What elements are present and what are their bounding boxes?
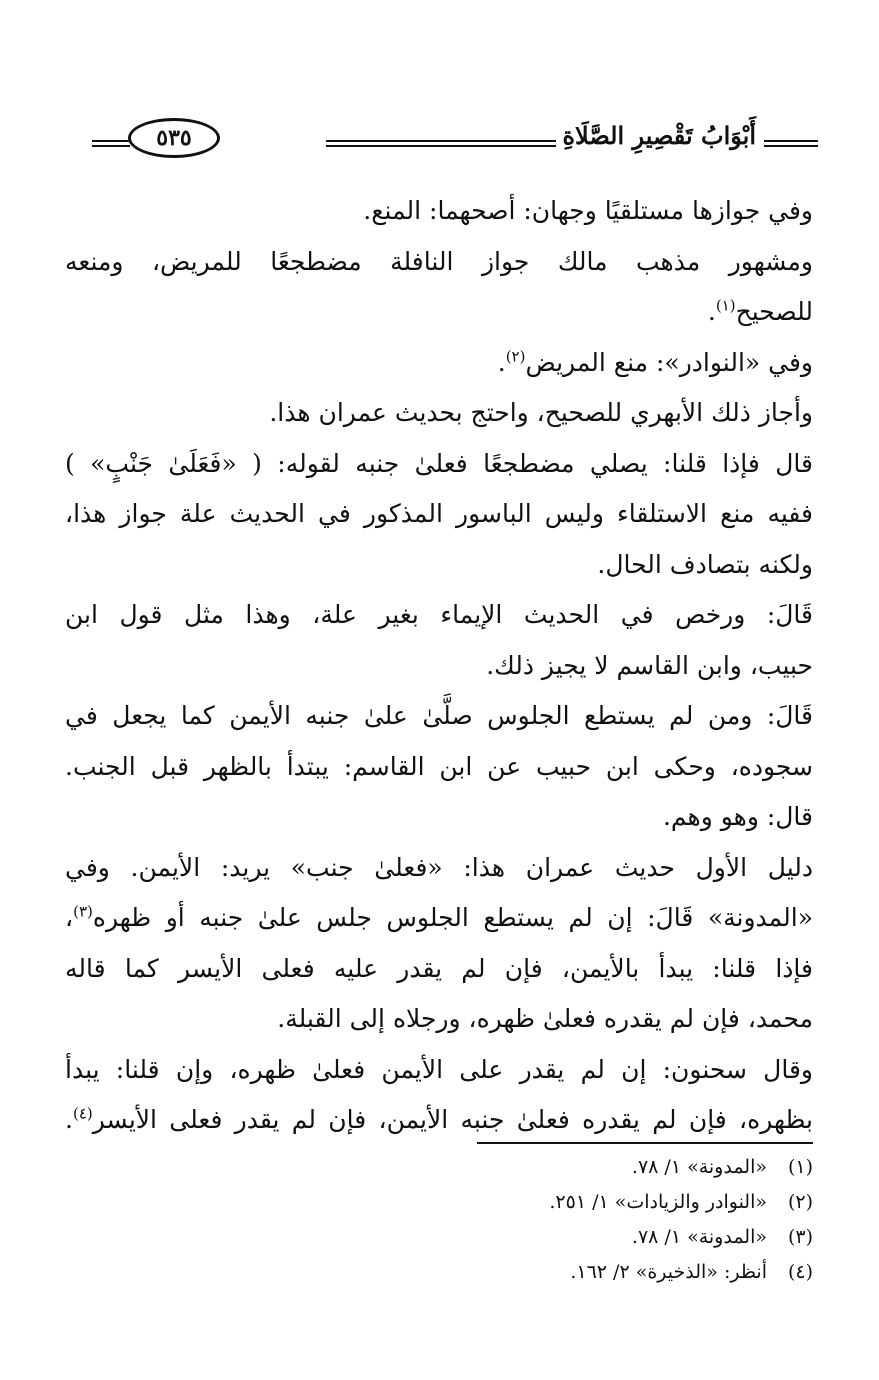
footnote (65, 1220, 813, 1255)
text-line (65, 388, 813, 439)
footnote-ref[interactable]: (٤) (72, 1104, 93, 1123)
text-line (65, 439, 813, 490)
line-text: ولكنه بتصادف الحال. (597, 549, 813, 579)
text-line (65, 590, 813, 641)
footnote-text: «النوادر والزيادات» ١/ ٢٥١. (549, 1191, 767, 1213)
header-rule (764, 140, 818, 147)
text-line (65, 540, 813, 591)
chapter-title: أَبْوَابُ تَقْصِيرِ الصَّلَاةِ (562, 121, 756, 150)
footnote-number: (٢) (787, 1191, 813, 1213)
text-line (65, 691, 813, 742)
text-line (65, 338, 813, 389)
line-text: بظهره، فإن لم يقدره فعلىٰ جنبه الأيمن، فإن لم يقدر فعلى الأيسر (92, 1105, 813, 1134)
text-line (65, 489, 813, 540)
text-line (65, 742, 813, 793)
line-text: وقال سحنون: إن لم يقدر على الأيمن فعلىٰ ظهره، وإن قلنا: يبدأ (65, 1054, 813, 1084)
footnote-number: (١) (787, 1156, 813, 1178)
line-text: ففيه منع الاستلقاء وليس الباسور المذكور في الحديث علة جواز هذا، (65, 499, 813, 528)
text-line (65, 792, 813, 843)
line-text: حبيب، وابن القاسم لا يجيز ذلك. (486, 650, 813, 680)
line-text: قَالَ: ومن لم يستطع الجلوس صلَّىٰ علىٰ جنبه الأيمن كما يجعل في (65, 701, 813, 730)
footnote-number: (٣) (787, 1226, 813, 1248)
footnote (65, 1150, 813, 1185)
line-text: للصحيح (735, 297, 813, 326)
footnote-text: أنظر: «الذخيرة» ٢/ ١٦٢. (570, 1261, 767, 1283)
text-line (65, 994, 813, 1045)
text-line (65, 186, 813, 237)
text-line (65, 237, 813, 288)
line-text: محمد، فإن لم يقدره فعلىٰ ظهره، ورجلاه إلى القبلة. (277, 1004, 813, 1033)
text-line (65, 1095, 813, 1146)
header-rule (326, 140, 556, 147)
line-text: «المدونة» قَالَ: إن لم يستطع الجلوس جلس علىٰ جنبه أو ظهره (92, 903, 813, 932)
text-line (65, 944, 813, 995)
text-line (65, 641, 813, 692)
footnote-number: (٤) (787, 1261, 813, 1283)
line-text: وفي «النوادر»: منع المريض (525, 347, 813, 377)
footnote-separator (477, 1142, 813, 1144)
line-punctuation: . (497, 347, 506, 377)
line-punctuation: . (707, 297, 716, 326)
line-text: قال: وهو وهم. (662, 802, 813, 831)
line-text: قال فإذا قلنا: يصلي مضطجعًا فعلىٰ جنبه لقوله: ( «فَعَلَىٰ جَنْبٍ» ) (65, 448, 813, 478)
line-text: قَالَ: ورخص في الحديث الإيماء بغير علة، وهذا مثل قول ابن (65, 600, 813, 629)
line-text: فإذا قلنا: يبدأ بالأيمن، فإن لم يقدر عليه فعلى الأيسر كما قاله (65, 953, 813, 983)
line-punctuation: . (65, 1105, 73, 1134)
text-line (65, 287, 813, 338)
header-rule (92, 140, 130, 147)
footnote-text: «المدونة» ١/ ٧٨. (631, 1156, 767, 1178)
running-header (92, 118, 818, 162)
line-punctuation: ، (65, 903, 74, 932)
text-line (65, 893, 813, 944)
text-line (65, 1045, 813, 1096)
line-text: وفي جوازها مستلقيًا وجهان: أصحهما: المنع. (363, 196, 813, 225)
footnote (65, 1255, 813, 1290)
line-text: ومشهور مذهب مالك جواز النافلة مضطجعًا للمريض، ومنعه (65, 246, 813, 276)
line-text: دليل الأول حديث عمران هذا: «فعلىٰ جنب» يريد: الأيمن. وفي (65, 852, 813, 882)
footnote-ref[interactable]: (٢) (505, 347, 526, 366)
page-number: ٥٣٥ (128, 118, 220, 158)
footnote-ref[interactable]: (١) (715, 296, 736, 315)
line-text: سجوده، وحكى ابن حبيب عن ابن القاسم: يبتدأ بالظهر قبل الجنب. (65, 751, 813, 781)
footnotes (65, 1150, 813, 1290)
text-line (65, 843, 813, 894)
line-text: وأجاز ذلك الأبهري للصحيح، واحتج بحديث عمران هذا. (269, 398, 813, 427)
footnote-text: «المدونة» ١/ ٧٨. (631, 1226, 767, 1248)
body-text (65, 186, 813, 1146)
footnote (65, 1185, 813, 1220)
footnote-ref[interactable]: (٣) (73, 902, 93, 921)
